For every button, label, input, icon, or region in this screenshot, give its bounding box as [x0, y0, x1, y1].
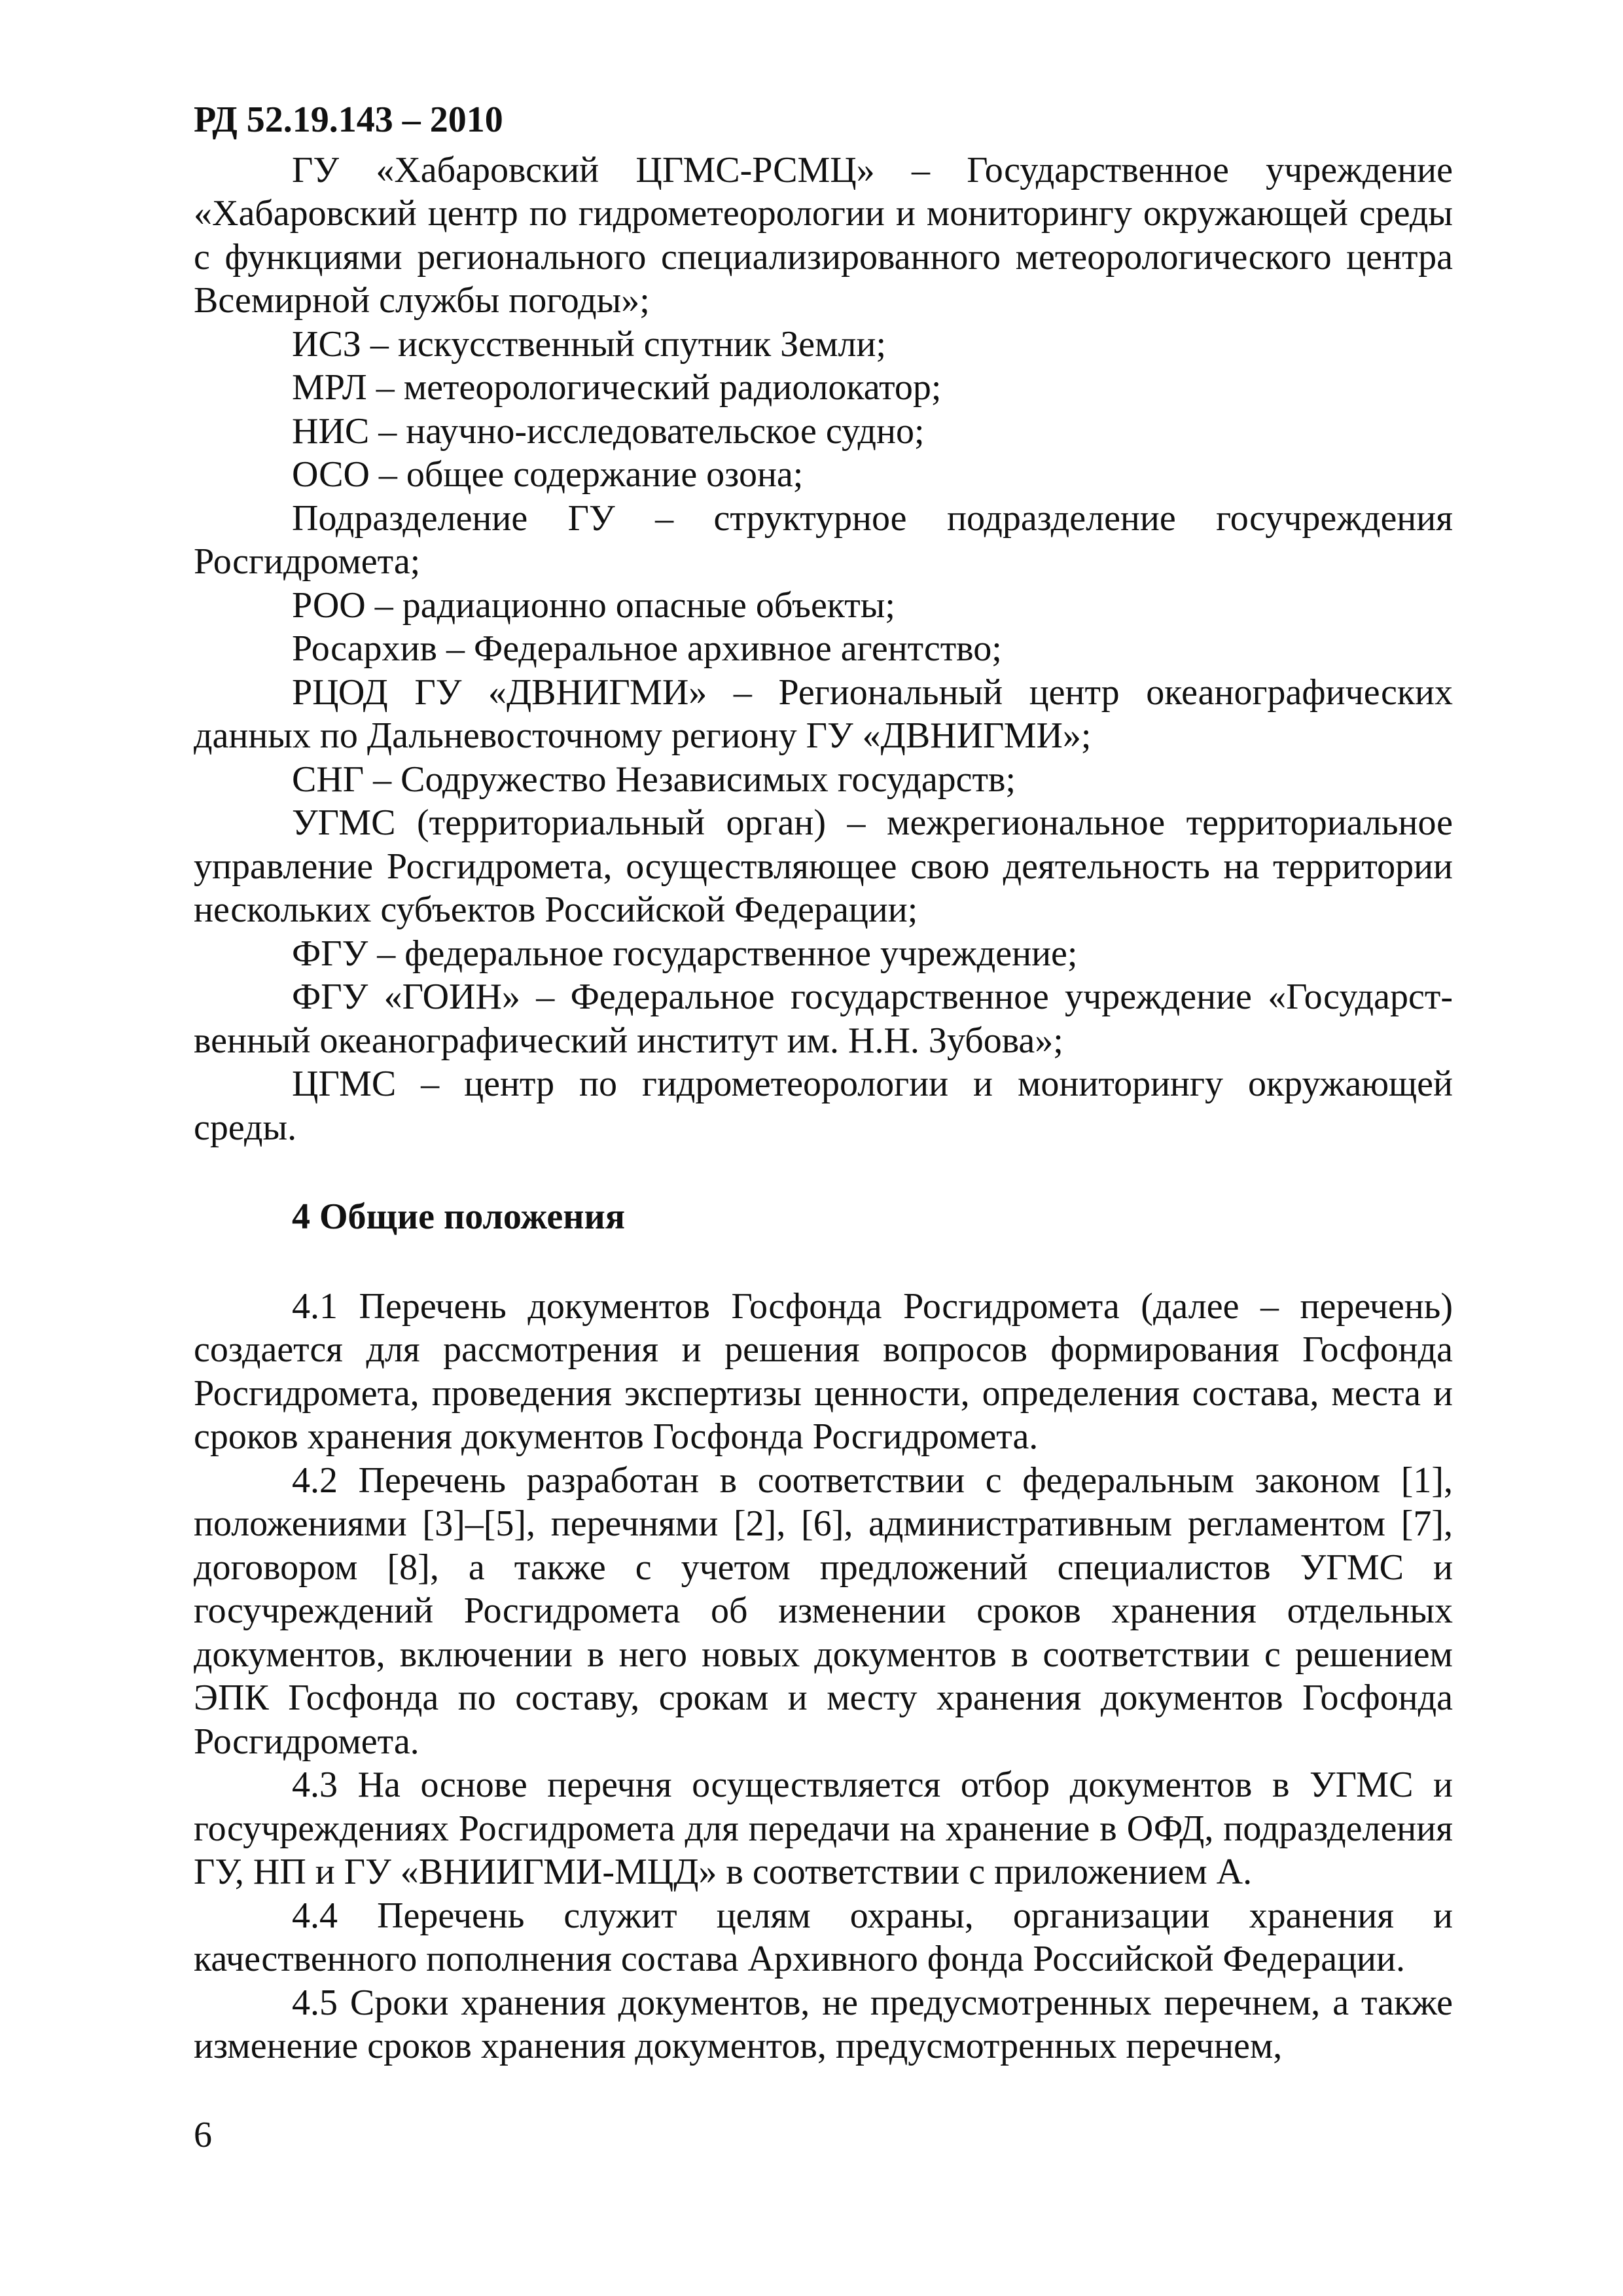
section-body [194, 1285, 1453, 2068]
abbreviation-entry: ФГУ – федеральное государственное учреждение; [292, 933, 1078, 974]
abbreviation-entry: ГУ «Хабаровский ЦГМС-РСМЦ» – Государственное учреждение «Хабаровский центр по гидрометеорологии и мониторингу окружающей среды с функциями регионального специализированного метеорологического центра Всемирной службы погоды»; [194, 149, 1453, 321]
abbreviation-entry: РОО – радиационно опасные объекты; [292, 584, 895, 626]
abbreviation-entry: ЦГМС – центр по гидрометеорологии и мониторингу окружающей среды. [194, 1064, 1453, 1148]
abbreviation-entry: Росархив – Федеральное архивное агентство; [292, 628, 1002, 669]
section-paragraph: 4.3 На основе перечня осуществляется отбор документов в УГМС и госучреждениях Росгидромета для передачи на хранение в ОФД, подразделения ГУ, НП и ГУ «ВНИИГМИ-МЦД» в соответствии с приложением А. [194, 1765, 1453, 1892]
section-paragraph: 4.1 Перечень документов Госфонда Росгидромета (далее – перечень) создается для рассмотрения и решения вопросов формирования Госфонда Росгидромета, проведения экспертизы ценности, определения состава, места и сроков хранения документов Госфонда Росгидромета. [194, 1285, 1453, 1457]
abbreviation-entry: ФГУ «ГОИН» – Федеральное государственное учреждение «Государст-венный океанографический институт им. Н.Н. Зубова»; [194, 977, 1453, 1061]
abbreviations-list [194, 149, 1453, 1150]
abbreviation-entry: УГМС (территориальный орган) – межрегиональное территориальное управление Росгидромета, осуществляющее свою деятельность на территории нескольких субъектов Российской Федерации; [194, 802, 1453, 930]
abbreviation-entry: МРЛ – метеорологический радиолокатор; [292, 367, 942, 408]
section-heading: 4 Общие положения [292, 1196, 626, 1237]
page-number: 6 [194, 2115, 212, 2155]
abbreviation-entry: Подразделение ГУ – структурное подразделение госучреждения Росгидромета; [194, 497, 1453, 582]
abbreviation-entry: ИСЗ – искусственный спутник Земли; [292, 323, 887, 365]
abbreviation-entry: СНГ – Содружество Независимых государств; [292, 759, 1016, 800]
section-paragraph: 4.4 Перечень служит целям охраны, организации хранения и качественного пополнения состава Архивного фонда Российской Федерации. [194, 1895, 1453, 1979]
document-page [194, 98, 1453, 2068]
document-code-header: РД 52.19.143 – 2010 [194, 99, 503, 140]
abbreviation-entry: НИС – научно-исследовательское судно; [292, 410, 925, 452]
section-paragraph: 4.2 Перечень разработан в соответствии с федеральным законом [1], положениями [3]–[5], перечнями [2], [6], административным регламентом [7], договором [8], а также с учетом предложений специалистов УГМС и госучреждений Росгидромета об изменении сроков хранения отдельных документов, включении в него новых документов в соответствии с решением ЭПК Госфонда по составу, срокам и месту хранения документов Госфонда Росгидромета. [194, 1460, 1453, 1762]
abbreviation-entry: РЦОД ГУ «ДВНИГМИ» – Региональный центр океанографических данных по Дальневосточному региону ГУ «ДВНИГМИ»; [194, 672, 1453, 756]
section-paragraph: 4.5 Сроки хранения документов, не предусмотренных перечнем, а также изменение сроков хранения документов, предусмотренных перечнем, [194, 1982, 1453, 2066]
abbreviation-entry: ОСО – общее содержание озона; [292, 454, 804, 495]
